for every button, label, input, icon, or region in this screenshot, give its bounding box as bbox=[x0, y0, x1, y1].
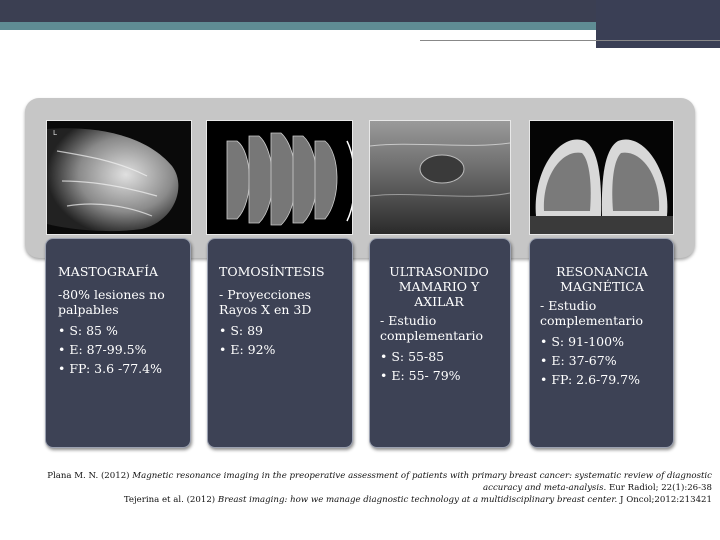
card-bullet: • FP: 2.6-79.7% bbox=[540, 372, 640, 387]
card-description: - Estudio complementario bbox=[540, 298, 644, 328]
card-text-tomosintesis bbox=[219, 264, 347, 361]
card-bullet: • S: 85 % bbox=[58, 323, 118, 338]
mri-image bbox=[529, 120, 674, 235]
card-bullet: • E: 55- 79% bbox=[380, 368, 461, 383]
mammography-image bbox=[46, 120, 192, 235]
card-text-mastografia bbox=[58, 264, 184, 380]
reference-item bbox=[20, 470, 712, 494]
card-bullet: • E: 37-67% bbox=[540, 353, 617, 368]
reference-item bbox=[20, 494, 712, 506]
reference-title: Magnetic resonance imaging in the preoperative assessment of patients with primary breast cancer: systematic review of diagnostic accuracy and meta-analysis. bbox=[132, 471, 712, 493]
reference-authors: Tejerina et al. (2012) bbox=[123, 495, 216, 505]
card-bullet: • E: 92% bbox=[219, 342, 276, 357]
card-text-ultrasonido bbox=[374, 264, 504, 387]
reference-source: J Oncol;2012:213421 bbox=[620, 495, 712, 505]
card-description: - Proyecciones Rayos X en 3D bbox=[219, 287, 312, 317]
card-bullet: • E: 87-99.5% bbox=[58, 342, 147, 357]
card-title: TOMOSÍNTESIS bbox=[219, 264, 325, 279]
reference-source: Eur Radiol; 22(1):26-38 bbox=[608, 483, 712, 493]
tomosynthesis-image bbox=[206, 120, 353, 235]
card-bullet: • S: 55-85 bbox=[380, 349, 445, 364]
reference-title: Breast imaging: how we manage diagnostic technology at a multidisciplinary breast center. bbox=[217, 495, 618, 505]
card-bullet: • S: 89 bbox=[219, 323, 264, 338]
ultrasound-image bbox=[369, 120, 511, 235]
card-bullet: • S: 91-100% bbox=[540, 334, 624, 349]
card-title: RESONANCIA MAGNÉTICA bbox=[556, 264, 648, 294]
reference-authors: Plana M. N. (2012) bbox=[47, 471, 130, 481]
header-divider bbox=[420, 40, 720, 41]
references bbox=[20, 470, 712, 506]
card-title: MASTOGRAFÍA bbox=[58, 264, 159, 279]
card-bullet: • FP: 3.6 -77.4% bbox=[58, 361, 162, 376]
card-description: -80% lesiones no palpables bbox=[58, 287, 165, 317]
svg-text:L: L bbox=[53, 129, 57, 137]
card-text-resonancia bbox=[536, 264, 668, 391]
card-title: ULTRASONIDO MAMARIO Y AXILAR bbox=[389, 264, 489, 309]
card-description: - Estudio complementario bbox=[380, 313, 484, 343]
